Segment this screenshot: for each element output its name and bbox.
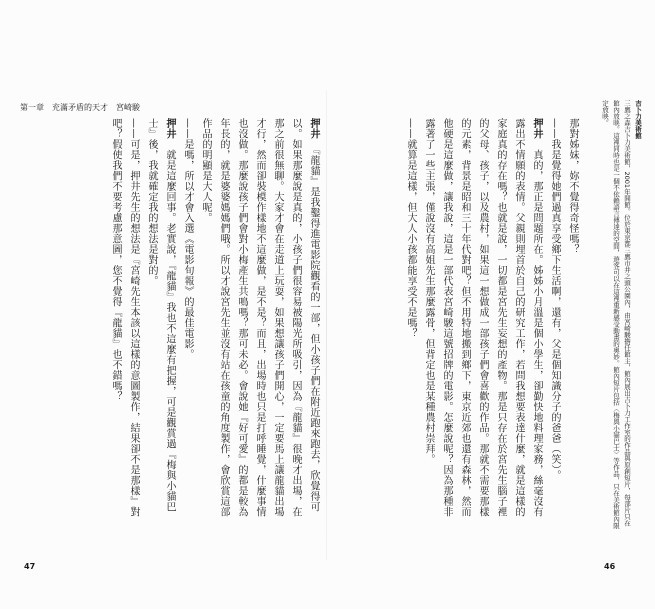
speaker-label: 押井 [531,118,542,139]
running-header: 第一章 充滿矛盾的天才 宮崎駿 [20,103,140,112]
paragraph [142,118,178,518]
note-text: 三鷹之森吉卜力美術館，2001年開館。位於東京都三鷹市井之頭公園內，由宮崎駿擔任館主，館內展出吉卜力工作室的作品與原創短片，每部片只在館內放映。這裡同時也是一個不依賴語言傳達的空間，遊客可以在這裡重新感受動畫的奧妙。館內短片包括〈梅與小貓巴士〉等作品，只在美術館內限定放映。 [601,100,631,529]
paragraph [545,118,563,518]
book-gutter [326,90,327,560]
right-page-number: 46 [604,562,616,571]
paragraph-text: ——是嗎，所以才會入選《電影旬報》的最佳電影。 [182,118,193,360]
paragraph [178,118,196,518]
speaker-label: 押井 [308,118,319,139]
paragraph-text: 就是這麼回事。老實說，『龍貓』我也不這麼有把握，可是觀賞過『梅與小貓巴士』後，我就確定我的想法是對的。 [146,118,175,512]
paragraph-text: 那對姊妹，妳不覺得奇怪嗎？ [567,118,578,255]
paragraph-text: ——可是，押井先生的想法是『宮崎先生本該以這樣的意圖製作，結果卻不是那樣』對吧？假使我們不要考慮那意圖，您不覺得『龍貓』也不錯嗎？ [110,118,139,517]
paragraph-text: 真的，那正是問題所在。姊姊小月溫是個小學生，卻勤快地料理家務，絲毫沒有露出不情願的表情。父親則埋首於自己的研究工作，若問我想要表達什麼，就是這樣的家庭真的存在嗎？也就是說，一切都是宮先生妄想的產物。那是只存在於宮先生腦子裡的父母、孩子，以及農村，如果這一想做成一部孩子們會喜歡的作品。那就不需要那樣的元素，背景是昭和三十年代對吧？但不用特地搬到鄉下，東京近郊也還有森林，然而他硬是這麼做，讓我說，這是一部代表宮崎駿這號招牌的電影。怎麼說呢？因為那種非露著了一些主張，僅說沒有高姐先生那麼露骨，但背定也是某種農村崇拜。 [423,118,542,517]
paragraph [563,118,581,518]
right-page-body [336,118,581,518]
left-page-body [22,118,322,518]
paragraph [106,118,142,518]
paragraph-text: ——我是覺得她們過真享受鄉下生活啊，還有，父是個知識分子的爸爸（笑）。 [549,118,560,481]
speaker-label: 押井 [164,118,175,139]
paragraph [401,118,419,518]
left-page-number: 47 [24,562,36,571]
paragraph-text: ——就算是這樣，但大人小孩都能享受不是嗎？ [405,118,416,339]
side-note [585,100,643,530]
paragraph [196,118,322,518]
note-title: 吉卜力美術館 [634,100,642,139]
paragraph-text: 『龍貓』是我鑿得進電影院觀看的一部，但小孩子們在附近跑來跑去，欣覺得可以。如果那麼說是真的，小孩子們很容易被陽光所吸引，因為『龍貓』很晚才出場，在那之前很無聊。大家才會在走道上玩耍，如果想讓孩子們開心，一定要馬上讓龍貓出場才行，然而卻裝模作樣地不這麼做，是不是？而且，出場時也只是打呼睡覺，什麼事情也沒做。那麼說孩子們會對小梅產生共鳴嗎？那可未必。會說她『好可愛』的都是較為年長的，就是婆婆媽媽們哦。所以才說宮先生並沒有站在孩童的角度製作，會欣賞這部作品的明顯是大人呢。 [200,118,319,517]
paragraph [419,118,545,518]
